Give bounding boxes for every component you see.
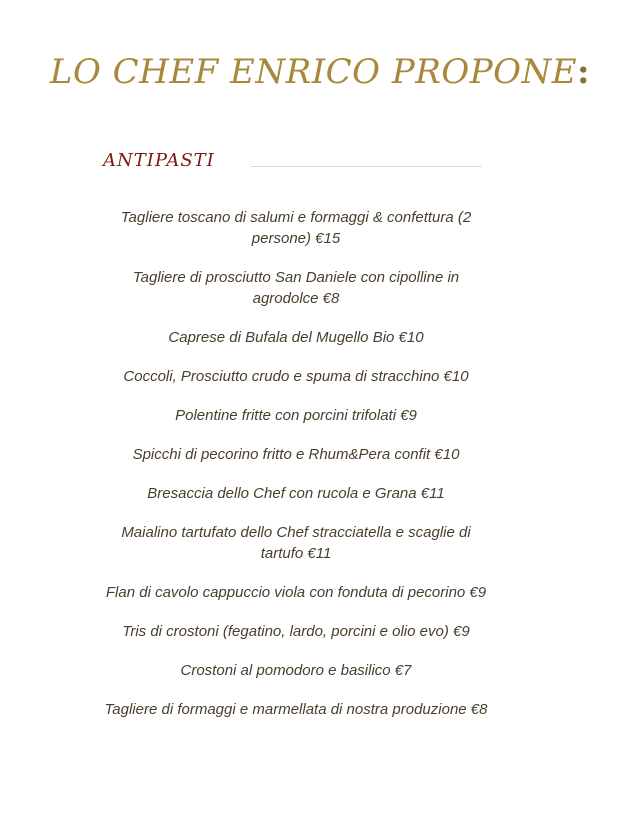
page-title-text: LO CHEF ENRICO PROPONE [49,52,578,92]
menu-item: Crostoni al pomodoro e basilico €7 [180,662,412,679]
section-header [103,150,483,174]
menu-item: Coccoli, Prosciutto crudo e spuma di stracchino €10 [123,368,469,385]
menu-item: Tagliere di prosciutto San Daniele con cipolline in agrodolce €8 [132,269,460,307]
menu-item: Caprese di Bufala del Mugello Bio €10 [168,329,424,346]
section-divider [251,166,482,167]
menu-item-list [100,207,492,738]
menu-item: Spicchi di pecorino fritto e Rhum&Pera confit €10 [132,446,460,463]
menu-item: Bresaccia dello Chef con rucola e Grana €11 [147,485,445,502]
menu-item: Tris di crostoni (fegatino, lardo, porcini e olio evo) €9 [122,623,470,640]
menu-item: Flan di cavolo cappuccio viola con fonduta di pecorino €9 [105,584,487,601]
section-heading-antipasti: ANTIPASTI [103,150,215,171]
page-title [0,52,640,92]
menu-item: Polentine fritte con porcini trifolati €9 [175,407,417,424]
page-title-colon: : [577,52,591,92]
menu-item: Maialino tartufato dello Chef stracciatella e scaglie di tartufo €11 [121,524,471,562]
menu-item: Tagliere toscano di salumi e formaggi & confettura (2 persone) €15 [120,209,472,247]
menu-item: Tagliere di formaggi e marmellata di nostra produzione €8 [104,701,488,718]
